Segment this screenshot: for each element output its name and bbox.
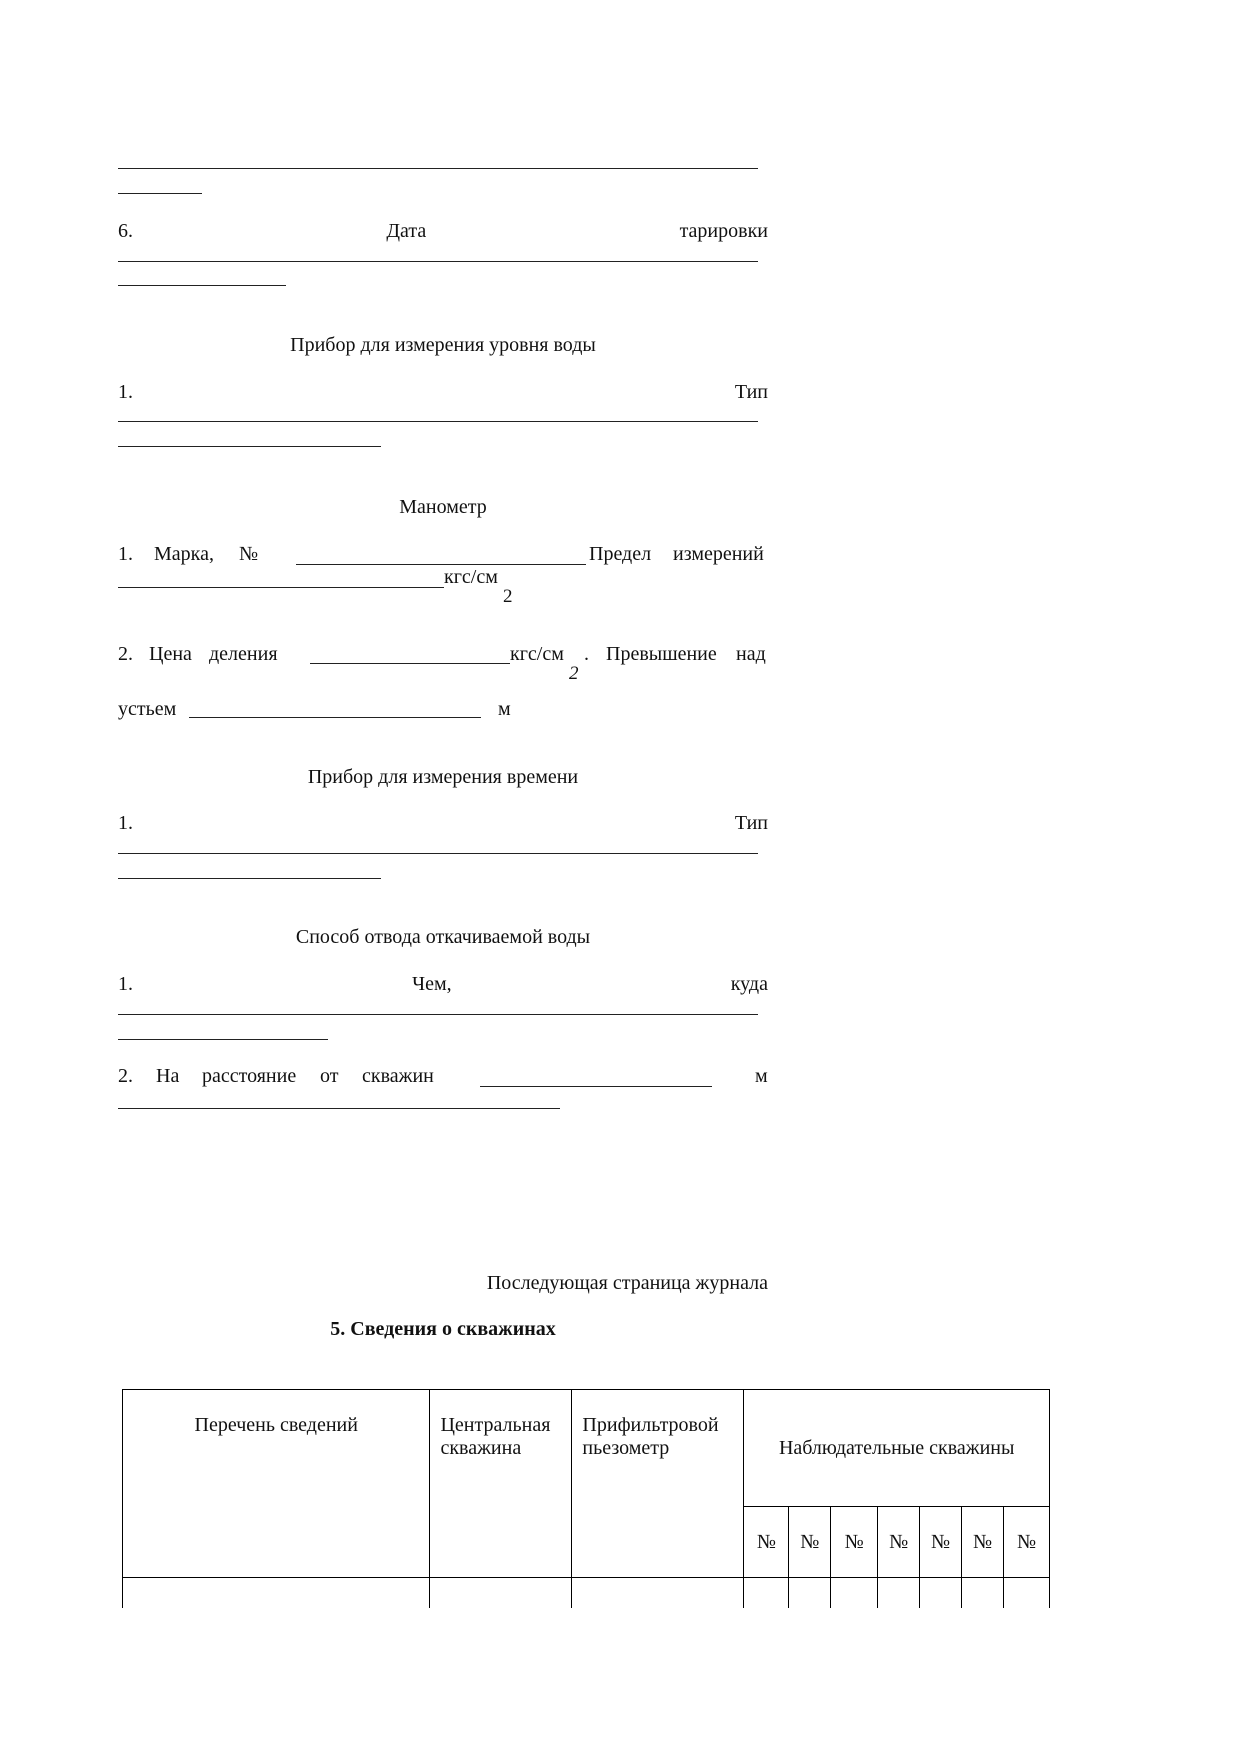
item-word: тарировки [679, 220, 768, 242]
table-cell[interactable] [123, 1578, 430, 1608]
manometer-limit-input-line[interactable] [118, 587, 444, 588]
column-header: Наблюдательные скважины [778, 1436, 1015, 1459]
item-word: куда [730, 973, 768, 995]
well-number-header: № [789, 1507, 831, 1578]
table-cell[interactable] [920, 1578, 962, 1608]
next-page-note: Последующая страница журнала [486, 1272, 768, 1294]
punctuation: . [584, 643, 589, 665]
header-cell [123, 1390, 430, 1578]
well-number-header: № [744, 1507, 789, 1578]
section-heading-manometer: Манометр [399, 496, 487, 518]
section-heading-water-level: Прибор для измерения уровня воды [290, 334, 596, 356]
column-header: Прифильтровой пьезометр [582, 1414, 719, 1459]
manometer-limit-label: Предел [589, 543, 652, 565]
item-label: Тип [734, 812, 768, 834]
well-number-header: № [962, 1507, 1004, 1578]
unit-exponent: 2 [569, 663, 579, 684]
section-heading-drainage: Способ отвода откачиваемой воды [295, 926, 591, 948]
table-cell[interactable] [789, 1578, 831, 1608]
header-cell [430, 1390, 572, 1578]
item-number: 1. [118, 973, 133, 995]
drainage-method-input-line[interactable] [118, 1039, 328, 1040]
table-cell[interactable] [831, 1578, 878, 1608]
water-level-type-input-line[interactable] [118, 421, 758, 422]
distance-label: расстояние [202, 1065, 297, 1087]
well-number-header: № [831, 1507, 878, 1578]
distance-input-line[interactable] [480, 1086, 712, 1087]
water-level-item-1 [118, 380, 768, 404]
column-header: Центральная скважина [440, 1414, 551, 1459]
item-number: 1. [118, 812, 133, 834]
item-word: Дата [386, 220, 427, 242]
time-device-item-1 [118, 811, 768, 835]
division-unit: кгс/см [510, 643, 564, 665]
header-cell [744, 1390, 1050, 1507]
time-device-type-input-line[interactable] [118, 878, 381, 879]
item-6-row [118, 219, 768, 243]
table-cell[interactable] [744, 1578, 789, 1608]
distance-label: скважин [362, 1065, 434, 1087]
table-cell[interactable] [878, 1578, 920, 1608]
column-header: Перечень сведений [194, 1414, 358, 1436]
wells-info-table [122, 1389, 1050, 1608]
distance-label: На [156, 1065, 180, 1087]
drainage-item-2-num: 2. [118, 1065, 133, 1087]
table-cell[interactable] [962, 1578, 1004, 1608]
calibration-date-input-line[interactable] [118, 285, 286, 286]
manometer-number-label: № [239, 543, 259, 565]
wellhead-label: устьем [118, 698, 177, 720]
manometer-limit-label: измерений [673, 543, 764, 565]
manometer-brand-input-line[interactable] [296, 564, 586, 565]
distance-unit: м [755, 1065, 768, 1087]
drainage-item-1 [118, 972, 768, 996]
table-cell[interactable] [572, 1578, 744, 1608]
elevation-label: над [736, 643, 766, 665]
distance-label: от [320, 1065, 339, 1087]
elevation-unit: м [498, 698, 511, 720]
section-heading-time-device: Прибор для измерения времени [307, 766, 579, 788]
table-cell[interactable] [1004, 1578, 1050, 1608]
division-label: Цена [149, 643, 192, 665]
unit-exponent: 2 [503, 586, 513, 607]
header-cell [572, 1390, 744, 1578]
well-number-header: № [878, 1507, 920, 1578]
blank-line [118, 193, 202, 194]
well-number-header: № [920, 1507, 962, 1578]
item-number: 1. [118, 381, 133, 403]
blank-line [118, 168, 758, 169]
drainage-method-input-line[interactable] [118, 1014, 758, 1015]
well-number-header: № [1004, 1507, 1050, 1578]
table-cell[interactable] [430, 1578, 572, 1608]
manometer-brand-label: Марка, [154, 543, 214, 565]
item-label: Тип [734, 381, 768, 403]
manometer-limit-unit: кгс/см [444, 566, 498, 588]
manometer-item-2-num: 2. [118, 643, 133, 665]
elevation-input-line[interactable] [189, 717, 481, 718]
water-level-type-input-line[interactable] [118, 446, 381, 447]
item-word: Чем, [412, 973, 452, 995]
calibration-date-input-line[interactable] [118, 261, 758, 262]
section-title: 5. Сведения о скважинах [330, 1318, 556, 1340]
elevation-label: Превышение [606, 643, 717, 665]
item-number: 6. [118, 220, 133, 242]
division-value-input-line[interactable] [310, 663, 510, 664]
distance-input-line[interactable] [118, 1108, 560, 1109]
manometer-item-1-num: 1. [118, 543, 133, 565]
time-device-type-input-line[interactable] [118, 853, 758, 854]
division-label: деления [209, 643, 278, 665]
